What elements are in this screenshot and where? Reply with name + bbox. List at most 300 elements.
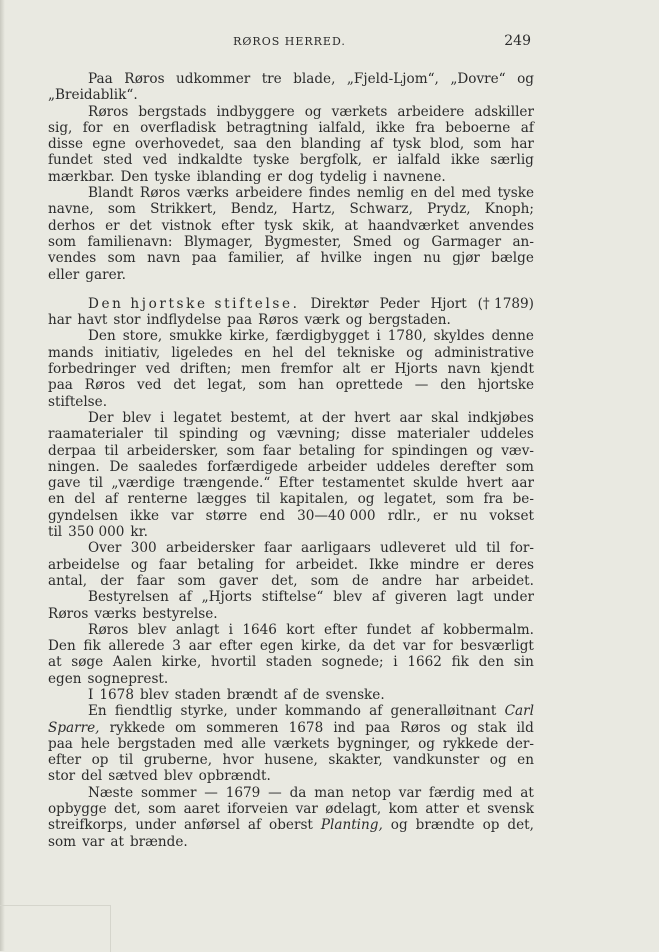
word: opbygge xyxy=(48,801,107,818)
word: bestyrelse. xyxy=(142,605,218,622)
word: Aalen xyxy=(112,654,152,671)
word: var xyxy=(402,638,426,655)
word: som xyxy=(148,801,177,818)
word: hele xyxy=(80,735,110,752)
word: i xyxy=(393,654,398,671)
word: skulde xyxy=(413,475,459,492)
text-line xyxy=(48,426,534,442)
word: tyske xyxy=(497,185,534,202)
word: 350 000 xyxy=(68,524,125,541)
word: fundet xyxy=(48,152,93,169)
text-line xyxy=(48,736,534,752)
word: de xyxy=(302,686,320,703)
word: for xyxy=(363,442,384,459)
word: om xyxy=(175,719,197,736)
word: nu xyxy=(423,250,441,267)
word: som xyxy=(48,833,77,850)
word: Carl xyxy=(504,703,534,720)
word: med xyxy=(461,185,492,202)
word: 1662 xyxy=(407,654,442,671)
word: kirke, xyxy=(161,654,202,671)
word: blev xyxy=(163,768,193,785)
word: garer. xyxy=(85,266,126,283)
word: Knoph; xyxy=(484,201,534,218)
word: da xyxy=(289,784,307,801)
text-line xyxy=(48,817,534,833)
word: ved xyxy=(145,361,171,378)
word: paa xyxy=(48,377,73,394)
text-line xyxy=(48,71,534,87)
word: som xyxy=(505,458,534,475)
section-gap xyxy=(48,283,534,296)
word: som xyxy=(226,442,255,459)
word: Strikkert, xyxy=(150,201,217,218)
word: som xyxy=(177,572,206,589)
word: og xyxy=(418,735,436,752)
word: staden xyxy=(174,686,221,703)
word: som xyxy=(473,136,502,153)
word: og xyxy=(489,752,507,769)
word: betragtning xyxy=(226,119,308,136)
word: Røros xyxy=(88,103,129,120)
word: navn xyxy=(447,361,481,378)
text-line xyxy=(48,345,534,361)
word: „Breidablik“. xyxy=(48,87,138,104)
word: kort xyxy=(286,621,315,638)
word: ild xyxy=(516,719,534,736)
word: hvor xyxy=(222,752,254,769)
word: indflydelse xyxy=(146,312,222,329)
word: husene, xyxy=(264,752,318,769)
word: denne xyxy=(491,328,534,345)
word: aarligaars xyxy=(301,540,371,557)
word: legatet xyxy=(173,409,222,426)
word: større xyxy=(205,507,248,524)
word: det xyxy=(373,638,396,655)
word: Sparre, xyxy=(48,719,100,736)
word: end xyxy=(259,507,285,524)
word: Ikke xyxy=(368,556,399,573)
word: en xyxy=(48,491,65,508)
word: indkjøbes xyxy=(467,409,534,426)
word: af xyxy=(369,703,383,720)
word: op xyxy=(91,752,109,769)
word: havt xyxy=(77,312,108,329)
word: af xyxy=(295,250,310,267)
word: blev xyxy=(137,621,167,638)
word: uddeles xyxy=(376,458,430,475)
word: var xyxy=(82,833,105,850)
text-line xyxy=(48,606,534,622)
word: har xyxy=(435,572,459,589)
word: og xyxy=(304,103,322,120)
word: bergstads xyxy=(138,103,207,120)
word: tysk xyxy=(392,136,421,153)
word: navnene. xyxy=(383,168,446,185)
word: rdlr., xyxy=(387,507,421,524)
text-line xyxy=(48,638,534,654)
word: værks xyxy=(186,185,229,202)
word: som xyxy=(310,572,339,589)
word: De xyxy=(109,458,129,475)
word: tekniske xyxy=(336,344,395,361)
word: hvilke xyxy=(320,250,362,267)
word: Hartz, xyxy=(291,201,336,218)
text-line xyxy=(48,361,534,377)
word: vævning; xyxy=(276,426,341,443)
word: Røros xyxy=(84,377,126,394)
word: var xyxy=(171,507,194,524)
word: ningen. xyxy=(48,458,100,475)
word: uld xyxy=(455,540,477,557)
word: generalløitnant xyxy=(390,703,497,720)
word: nemlig xyxy=(356,185,405,202)
word: og xyxy=(406,344,424,361)
word: 300 xyxy=(130,540,157,557)
word: giveren xyxy=(394,589,447,606)
word: fra xyxy=(483,491,504,508)
word: brænde. xyxy=(129,833,188,850)
text-line xyxy=(48,250,534,266)
word: ingen xyxy=(373,250,412,267)
text-line xyxy=(48,443,534,459)
word: værkets xyxy=(331,103,388,120)
word: Den xyxy=(48,638,76,655)
word: lagt xyxy=(456,589,484,606)
word: betaling xyxy=(299,442,356,459)
text-line xyxy=(48,267,534,283)
word: efter xyxy=(219,638,253,655)
word: der- xyxy=(506,735,534,752)
text-line xyxy=(48,296,534,312)
word: adskiller xyxy=(474,103,534,120)
word: og xyxy=(130,556,148,573)
word: Efter xyxy=(278,475,314,492)
word: tydelig xyxy=(319,168,367,185)
word: oberst xyxy=(269,817,313,834)
word: fremfor xyxy=(280,361,333,378)
text-line xyxy=(48,589,534,605)
word: stor xyxy=(113,312,141,329)
word: dog xyxy=(287,168,314,185)
word: „Fjeld-Ljom“, xyxy=(346,71,439,87)
word: man xyxy=(314,784,344,801)
word: familier, xyxy=(228,250,285,267)
word: indkaldte xyxy=(177,152,243,169)
text-line xyxy=(48,234,534,250)
word: til xyxy=(48,524,63,541)
word: sogneprest. xyxy=(87,670,169,687)
word: arbeidersker, xyxy=(126,442,219,459)
word: at xyxy=(299,409,313,426)
word: værks xyxy=(94,605,137,622)
word: kom xyxy=(388,801,418,818)
word: lægges xyxy=(197,491,247,508)
word: Røros xyxy=(400,719,441,736)
word: værkets xyxy=(273,735,330,752)
word: „Dovre“ xyxy=(450,71,506,87)
word: Røros xyxy=(139,185,181,202)
word: Bygmester, xyxy=(264,233,342,250)
word: Over xyxy=(88,540,122,557)
word: blev xyxy=(122,409,152,426)
word: under xyxy=(493,589,534,606)
word: for xyxy=(264,556,285,573)
word: svenske. xyxy=(325,686,385,703)
word: arbeidelse xyxy=(48,556,120,573)
word: saa xyxy=(233,136,257,153)
word: en xyxy=(410,185,428,202)
word: Røros xyxy=(48,605,89,622)
word: deres xyxy=(495,556,534,573)
word: kapitalen, xyxy=(279,491,349,508)
word: er xyxy=(372,152,387,169)
word: færdig xyxy=(428,784,475,801)
word: tre xyxy=(261,71,282,87)
word: udkommer xyxy=(176,71,251,87)
word: stiftelse. xyxy=(48,393,108,410)
word: blev xyxy=(333,589,363,606)
word: af xyxy=(370,136,384,153)
word: betaling xyxy=(197,556,254,573)
word: bygninger, xyxy=(337,735,411,752)
word: hvert xyxy=(466,475,503,492)
running-title: RØROS HERRED. xyxy=(233,35,346,48)
word: i xyxy=(372,168,378,185)
word: ialfald xyxy=(397,152,441,169)
word: færdigbygget xyxy=(276,328,370,345)
word: paa xyxy=(191,250,217,267)
word: Næste xyxy=(88,784,134,801)
word: bergstaden xyxy=(117,735,196,752)
text-line xyxy=(48,185,534,201)
text-line xyxy=(48,218,534,234)
word: kjendt xyxy=(490,361,534,378)
word: at xyxy=(520,784,534,801)
word: smukke xyxy=(169,328,223,345)
word: Direktør xyxy=(310,295,369,312)
word: testamentet xyxy=(321,475,405,492)
word: mindre xyxy=(409,556,460,573)
word: særlig xyxy=(490,152,534,169)
word: ind xyxy=(333,719,356,736)
word: forbedringer xyxy=(48,361,137,378)
word: og xyxy=(357,491,375,508)
word: men xyxy=(241,361,271,378)
word: bergfolk, xyxy=(299,152,362,169)
word: Peder xyxy=(379,295,420,312)
word: Røros xyxy=(124,71,165,87)
word: streifkorps, xyxy=(48,817,128,834)
word: efter xyxy=(221,217,255,234)
word: kobbermalm. xyxy=(443,621,534,638)
word: sognede; xyxy=(321,654,384,671)
text-line xyxy=(48,703,534,719)
word: hvortil xyxy=(210,654,257,671)
word: til xyxy=(153,426,169,443)
word: faar xyxy=(136,572,165,589)
word: egen xyxy=(48,670,82,687)
text-line xyxy=(48,459,534,475)
word: blod, xyxy=(429,136,465,153)
text-line xyxy=(48,687,534,703)
word: arbeidet. xyxy=(295,556,358,573)
word: udleveret xyxy=(380,540,446,557)
text-line xyxy=(48,491,534,507)
word: ialfald, xyxy=(318,119,366,136)
word: anvendes xyxy=(468,217,534,234)
word: arbeidet. xyxy=(471,572,534,589)
word: bælge xyxy=(491,250,534,267)
word: († 1789) xyxy=(477,295,534,312)
word: som xyxy=(445,491,475,508)
word: tyske xyxy=(252,152,290,169)
word: stiftelse“ xyxy=(261,589,324,606)
word: med xyxy=(203,735,234,752)
word: for xyxy=(432,638,453,655)
text-line xyxy=(48,785,534,801)
word: bergstaden. xyxy=(368,312,451,329)
word: familienavn: xyxy=(87,233,173,250)
word: er xyxy=(267,168,282,185)
word: del xyxy=(74,491,96,508)
word: arbeider xyxy=(307,458,367,475)
word: under xyxy=(235,703,277,720)
word: eller xyxy=(48,266,80,283)
word: anlagt xyxy=(175,621,220,638)
word: nu xyxy=(459,507,478,524)
text-line xyxy=(48,169,534,185)
word: iblanding xyxy=(196,168,262,185)
word: iforveien xyxy=(227,801,289,818)
word: faar xyxy=(263,540,292,557)
word: det, xyxy=(507,817,534,834)
word: 1678 xyxy=(288,719,324,736)
word: under xyxy=(135,817,177,834)
word: er xyxy=(470,556,485,573)
word: Bendz, xyxy=(230,201,278,218)
word: arbeidere xyxy=(235,185,303,202)
text-line xyxy=(48,622,534,638)
word: uddeles xyxy=(480,426,534,443)
word: bestemt, xyxy=(230,409,291,426)
word: blade, xyxy=(293,71,336,87)
word: egne xyxy=(92,136,126,153)
word: Smed xyxy=(352,233,392,250)
word: findes xyxy=(308,185,351,202)
word: værk xyxy=(304,312,340,329)
page-header xyxy=(48,35,531,55)
word: Garmager xyxy=(431,233,502,250)
word: brændte xyxy=(415,817,475,834)
word: skal xyxy=(431,409,459,426)
text-line xyxy=(48,573,534,589)
word: der xyxy=(321,409,346,426)
word: antal, xyxy=(48,572,88,589)
word: derefter xyxy=(439,458,497,475)
word: hel xyxy=(272,344,294,361)
word: sig, xyxy=(48,119,73,136)
word: rykkede xyxy=(442,735,499,752)
word: af xyxy=(104,491,118,508)
word: alt xyxy=(342,361,361,378)
word: Hjorts xyxy=(394,361,438,378)
word: at xyxy=(344,217,358,234)
word: af xyxy=(178,589,192,606)
word: navn xyxy=(147,250,181,267)
body-text xyxy=(48,71,534,850)
word: hvert xyxy=(354,409,391,426)
word: er xyxy=(105,217,120,234)
word: trængende.“ xyxy=(183,475,271,492)
word: af xyxy=(371,589,385,606)
word: brændt xyxy=(226,686,278,703)
word: anførsel xyxy=(183,817,240,834)
text-line xyxy=(48,654,534,670)
word: op xyxy=(482,817,500,834)
word: ikke xyxy=(450,152,480,169)
word: gave xyxy=(48,475,81,492)
word: staden xyxy=(265,654,312,671)
word: svensk xyxy=(487,801,534,818)
word: aar xyxy=(188,638,212,655)
word: sted xyxy=(103,152,133,169)
word: til xyxy=(256,491,271,508)
word: egen xyxy=(259,638,294,655)
word: Prydz, xyxy=(427,201,471,218)
text-line xyxy=(48,328,534,344)
word: Den xyxy=(88,328,116,345)
word: en xyxy=(112,119,130,136)
word: væv- xyxy=(501,442,534,459)
word: at xyxy=(48,654,62,671)
word: hjortske xyxy=(477,377,534,394)
word: af xyxy=(520,119,534,136)
word: det xyxy=(129,217,152,234)
word: — xyxy=(268,784,282,801)
word: var xyxy=(398,784,422,801)
word: skyldes xyxy=(433,328,485,345)
word: disse xyxy=(351,426,387,443)
word: og xyxy=(476,442,493,459)
word: besværligt xyxy=(460,638,534,655)
word: blev xyxy=(139,686,169,703)
word: Røros xyxy=(88,621,129,638)
word: er xyxy=(370,361,385,378)
word: de xyxy=(352,572,369,589)
word: paa xyxy=(48,735,73,752)
word: ødelagt, xyxy=(325,801,382,818)
word: til xyxy=(119,752,134,769)
word: oprettede xyxy=(335,377,403,394)
word: aar xyxy=(511,475,534,492)
word: at xyxy=(110,833,124,850)
text-line xyxy=(48,557,534,573)
word: Blandt xyxy=(88,185,134,202)
text-line xyxy=(48,410,534,426)
word: som xyxy=(107,250,136,267)
word: faar xyxy=(158,556,187,573)
word: disse xyxy=(48,136,84,153)
word: sommer xyxy=(140,784,197,801)
word: til xyxy=(88,475,104,492)
word: af xyxy=(420,621,434,638)
word: den xyxy=(265,136,292,153)
word: for xyxy=(82,119,103,136)
word: Hjort xyxy=(430,295,467,312)
word: overfladisk xyxy=(140,119,216,136)
word: ved xyxy=(142,152,168,169)
